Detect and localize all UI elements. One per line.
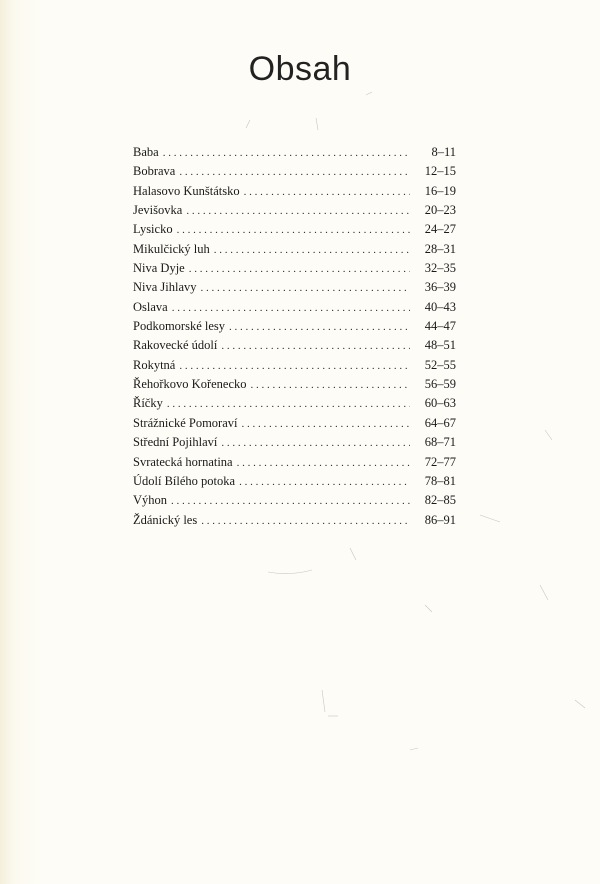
toc-entry-pages: 8–11 <box>431 145 456 159</box>
leader-dots <box>221 340 410 352</box>
toc-entry-pages: 44–47 <box>424 319 456 334</box>
toc-entry-name: Rokytná <box>133 357 176 372</box>
toc-entry-pages: 36–39 <box>424 280 456 295</box>
leader-dots <box>179 166 410 178</box>
leader-dots <box>242 418 411 430</box>
toc-entry <box>133 261 456 280</box>
table-of-contents <box>133 145 456 532</box>
leader-dots <box>177 224 410 236</box>
toc-entry-pages: 82–85 <box>424 493 456 508</box>
toc-entry-name: Výhon <box>133 493 168 508</box>
toc-entry-pages: 78–81 <box>424 473 456 488</box>
toc-entry <box>133 203 456 222</box>
toc-entry <box>133 396 456 415</box>
toc-entry-name: Niva Dyje <box>133 261 185 276</box>
toc-entry <box>133 338 456 357</box>
toc-entry-pages: 60–63 <box>424 396 456 411</box>
toc-entry <box>133 377 456 396</box>
toc-entry-pages: 48–51 <box>424 338 456 353</box>
toc-entry-pages: 40–43 <box>424 299 456 314</box>
toc-entry-name: Bobrava <box>133 164 176 179</box>
toc-entry <box>133 184 456 203</box>
toc-entry <box>133 513 456 532</box>
toc-entry-name: Rakovecké údolí <box>133 338 218 353</box>
toc-entry-name: Halasovo Kunštátsko <box>133 183 240 198</box>
toc-entry-name: Lysicko <box>133 222 173 237</box>
toc-entry <box>133 164 456 183</box>
leader-dots <box>201 282 410 294</box>
toc-entry <box>133 242 456 261</box>
leader-dots <box>163 147 410 159</box>
toc-entry-name: Oslava <box>133 299 168 314</box>
toc-entry-pages: 12–15 <box>424 164 456 179</box>
toc-entry-pages: 32–35 <box>424 261 456 276</box>
toc-entry-pages: 52–55 <box>424 357 456 372</box>
leader-dots <box>221 437 410 449</box>
toc-entry-name: Mikulčický luh <box>133 241 210 256</box>
toc-entry-name: Střední Pojihlaví <box>133 435 218 450</box>
toc-entry-name: Jevišovka <box>133 203 183 218</box>
toc-entry-name: Řehořkovo Kořenecko <box>133 377 247 392</box>
toc-entry-pages: 68–71 <box>424 435 456 450</box>
toc-entry-name: Údolí Bílého potoka <box>133 473 236 488</box>
toc-entry <box>133 319 456 338</box>
toc-entry-name: Ždánický les <box>133 512 198 527</box>
toc-entry <box>133 280 456 299</box>
toc-entry-pages: 16–19 <box>424 183 456 198</box>
leader-dots <box>186 205 410 217</box>
toc-entry <box>133 300 456 319</box>
leader-dots <box>172 302 410 314</box>
leader-dots <box>171 495 410 507</box>
toc-entry-pages: 20–23 <box>424 203 456 218</box>
toc-entry-pages: 24–27 <box>424 222 456 237</box>
leader-dots <box>201 515 410 527</box>
toc-entry <box>133 222 456 241</box>
toc-entry-pages: 56–59 <box>424 377 456 392</box>
toc-entry-pages: 86–91 <box>424 512 456 527</box>
toc-entry <box>133 435 456 454</box>
leader-dots <box>251 379 410 391</box>
toc-entry <box>133 493 456 512</box>
leader-dots <box>189 263 410 275</box>
toc-entry <box>133 416 456 435</box>
toc-entry-name: Svratecká hornatina <box>133 454 233 469</box>
leader-dots <box>239 476 410 488</box>
leader-dots <box>237 457 410 469</box>
toc-entry <box>133 358 456 377</box>
leader-dots <box>167 398 410 410</box>
page-title: Obsah <box>248 50 352 88</box>
toc-entry <box>133 455 456 474</box>
toc-entry-pages: 28–31 <box>424 241 456 256</box>
leader-dots <box>214 244 410 256</box>
toc-entry-name: Baba <box>133 145 159 159</box>
toc-entry <box>133 145 456 164</box>
toc-entry-name: Strážnické Pomoraví <box>133 415 238 430</box>
toc-entry-pages: 64–67 <box>424 415 456 430</box>
toc-entry-pages: 72–77 <box>424 454 456 469</box>
leader-dots <box>244 186 410 198</box>
toc-entry <box>133 474 456 493</box>
leader-dots <box>229 321 410 333</box>
toc-entry-name: Podkomorské lesy <box>133 319 226 334</box>
toc-entry-name: Říčky <box>133 396 163 411</box>
toc-entry-name: Niva Jihlavy <box>133 280 197 295</box>
leader-dots <box>179 360 410 372</box>
